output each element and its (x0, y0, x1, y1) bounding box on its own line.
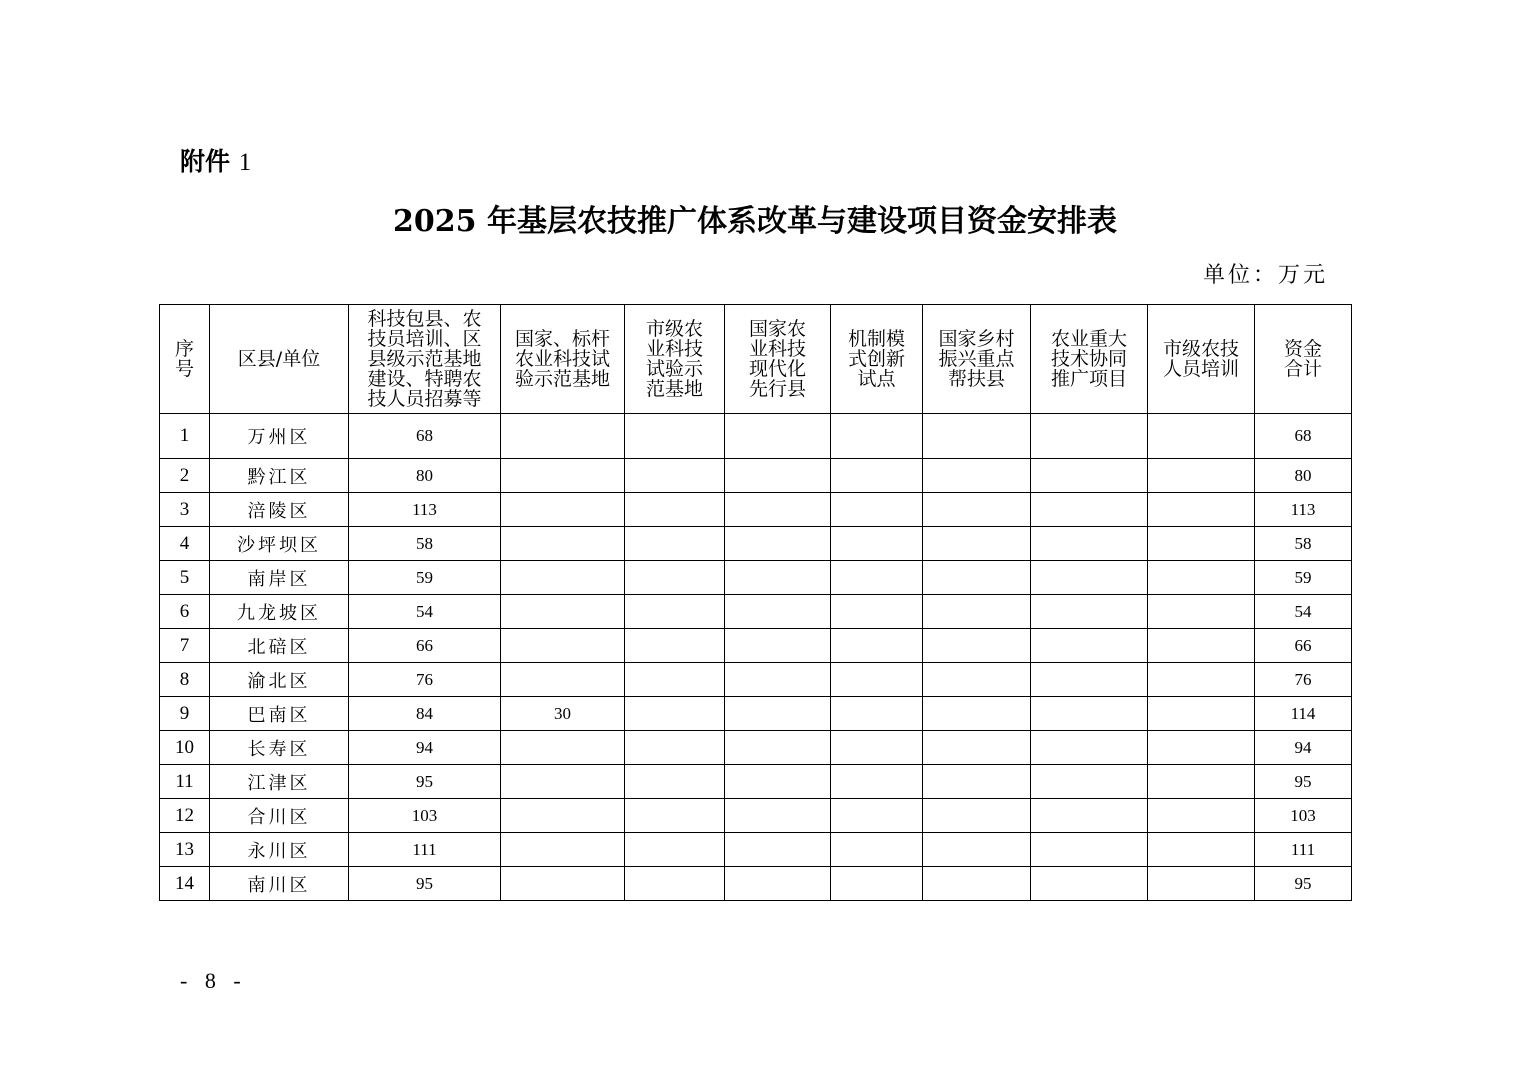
cell-tech-package: 84 (349, 697, 501, 731)
cell-tech-package: 95 (349, 765, 501, 799)
table-row (160, 561, 1352, 595)
table-row (160, 697, 1352, 731)
cell-mechanism-pilot (831, 595, 923, 629)
cell-index: 14 (160, 867, 210, 901)
cell-national-demo-base (501, 414, 625, 459)
cell-total: 95 (1255, 867, 1352, 901)
cell-modernization-county (725, 595, 831, 629)
cell-district: 北碚区 (210, 629, 349, 663)
cell-national-demo-base (501, 731, 625, 765)
cell-index: 5 (160, 561, 210, 595)
table-row (160, 867, 1352, 901)
cell-district: 永川区 (210, 833, 349, 867)
cell-total: 68 (1255, 414, 1352, 459)
cell-modernization-county (725, 493, 831, 527)
cell-mechanism-pilot (831, 527, 923, 561)
cell-district: 沙坪坝区 (210, 527, 349, 561)
cell-tech-package: 58 (349, 527, 501, 561)
table-row (160, 799, 1352, 833)
cell-municipal-demo-base (625, 629, 725, 663)
header-modernization-county: 国家农业科技现代化先行县 (725, 305, 831, 414)
cell-municipal-demo-base (625, 459, 725, 493)
cell-municipal-training (1148, 527, 1255, 561)
cell-total: 94 (1255, 731, 1352, 765)
cell-rural-revitalization-county (923, 799, 1031, 833)
cell-district: 黔江区 (210, 459, 349, 493)
header-district: 区县/单位 (210, 305, 349, 414)
cell-rural-revitalization-county (923, 697, 1031, 731)
cell-major-tech-promotion (1031, 799, 1148, 833)
cell-national-demo-base (501, 629, 625, 663)
cell-district: 涪陵区 (210, 493, 349, 527)
cell-major-tech-promotion (1031, 493, 1148, 527)
cell-mechanism-pilot (831, 765, 923, 799)
cell-tech-package: 94 (349, 731, 501, 765)
cell-index: 12 (160, 799, 210, 833)
table-row (160, 731, 1352, 765)
cell-tech-package: 59 (349, 561, 501, 595)
cell-national-demo-base (501, 527, 625, 561)
header-national-demo-base: 国家、标杆农业科技试验示范基地 (501, 305, 625, 414)
cell-rural-revitalization-county (923, 493, 1031, 527)
header-rural-revitalization-county: 国家乡村振兴重点帮扶县 (923, 305, 1031, 414)
cell-major-tech-promotion (1031, 595, 1148, 629)
cell-national-demo-base (501, 663, 625, 697)
cell-major-tech-promotion (1031, 867, 1148, 901)
page-number: - 8 - (180, 968, 247, 993)
cell-index: 4 (160, 527, 210, 561)
cell-mechanism-pilot (831, 799, 923, 833)
cell-municipal-training (1148, 459, 1255, 493)
cell-municipal-demo-base (625, 799, 725, 833)
cell-national-demo-base (501, 459, 625, 493)
cell-tech-package: 54 (349, 595, 501, 629)
cell-municipal-training (1148, 697, 1255, 731)
cell-rural-revitalization-county (923, 663, 1031, 697)
cell-total: 95 (1255, 765, 1352, 799)
cell-major-tech-promotion (1031, 459, 1148, 493)
cell-tech-package: 103 (349, 799, 501, 833)
cell-municipal-training (1148, 595, 1255, 629)
cell-rural-revitalization-county (923, 629, 1031, 663)
cell-district: 万州区 (210, 414, 349, 459)
table-row (160, 527, 1352, 561)
cell-modernization-county (725, 731, 831, 765)
cell-modernization-county (725, 414, 831, 459)
cell-district: 合川区 (210, 799, 349, 833)
attachment-text: 附件 (180, 147, 231, 176)
cell-national-demo-base (501, 833, 625, 867)
cell-rural-revitalization-county (923, 765, 1031, 799)
header-municipal-demo-base: 市级农业科技试验示范基地 (625, 305, 725, 414)
cell-district: 巴南区 (210, 697, 349, 731)
cell-major-tech-promotion (1031, 833, 1148, 867)
cell-municipal-training (1148, 765, 1255, 799)
cell-index: 8 (160, 663, 210, 697)
attachment-number: 1 (238, 149, 252, 176)
cell-municipal-demo-base (625, 765, 725, 799)
cell-total: 54 (1255, 595, 1352, 629)
cell-mechanism-pilot (831, 663, 923, 697)
cell-total: 76 (1255, 663, 1352, 697)
cell-total: 114 (1255, 697, 1352, 731)
cell-mechanism-pilot (831, 493, 923, 527)
cell-modernization-county (725, 799, 831, 833)
cell-major-tech-promotion (1031, 527, 1148, 561)
cell-district: 南川区 (210, 867, 349, 901)
page-title: 2025 年基层农技推广体系改革与建设项目资金安排表 (393, 204, 1117, 239)
cell-index: 10 (160, 731, 210, 765)
cell-modernization-county (725, 867, 831, 901)
table-row (160, 833, 1352, 867)
attachment-label (180, 142, 251, 178)
cell-district: 九龙坡区 (210, 595, 349, 629)
table-row (160, 765, 1352, 799)
cell-rural-revitalization-county (923, 527, 1031, 561)
cell-municipal-demo-base (625, 561, 725, 595)
cell-district: 长寿区 (210, 731, 349, 765)
cell-rural-revitalization-county (923, 595, 1031, 629)
table-row (160, 663, 1352, 697)
cell-mechanism-pilot (831, 629, 923, 663)
cell-municipal-training (1148, 414, 1255, 459)
table-body (160, 414, 1352, 901)
cell-total: 113 (1255, 493, 1352, 527)
cell-tech-package: 76 (349, 663, 501, 697)
cell-tech-package: 113 (349, 493, 501, 527)
cell-municipal-demo-base (625, 414, 725, 459)
funding-table (159, 304, 1352, 901)
cell-major-tech-promotion (1031, 731, 1148, 765)
cell-municipal-training (1148, 561, 1255, 595)
table-row (160, 595, 1352, 629)
header-tech-package: 科技包县、农技员培训、区县级示范基地建设、特聘农技人员招募等 (349, 305, 501, 414)
cell-municipal-training (1148, 867, 1255, 901)
cell-total: 66 (1255, 629, 1352, 663)
cell-national-demo-base (501, 867, 625, 901)
header-municipal-training: 市级农技人员培训 (1148, 305, 1255, 414)
cell-municipal-training (1148, 629, 1255, 663)
table-row (160, 629, 1352, 663)
cell-modernization-county (725, 629, 831, 663)
cell-index: 1 (160, 414, 210, 459)
table-row (160, 493, 1352, 527)
cell-major-tech-promotion (1031, 697, 1148, 731)
cell-index: 2 (160, 459, 210, 493)
cell-major-tech-promotion (1031, 629, 1148, 663)
cell-tech-package: 66 (349, 629, 501, 663)
cell-mechanism-pilot (831, 561, 923, 595)
cell-tech-package: 80 (349, 459, 501, 493)
cell-mechanism-pilot (831, 414, 923, 459)
cell-municipal-demo-base (625, 697, 725, 731)
header-total: 资金合计 (1255, 305, 1352, 414)
cell-municipal-demo-base (625, 867, 725, 901)
cell-district: 渝北区 (210, 663, 349, 697)
cell-total: 80 (1255, 459, 1352, 493)
cell-modernization-county (725, 561, 831, 595)
header-index: 序号 (160, 305, 210, 414)
cell-index: 9 (160, 697, 210, 731)
cell-tech-package: 111 (349, 833, 501, 867)
cell-index: 6 (160, 595, 210, 629)
cell-rural-revitalization-county (923, 731, 1031, 765)
cell-major-tech-promotion (1031, 663, 1148, 697)
cell-municipal-training (1148, 493, 1255, 527)
cell-tech-package: 95 (349, 867, 501, 901)
cell-mechanism-pilot (831, 833, 923, 867)
cell-national-demo-base (501, 799, 625, 833)
cell-modernization-county (725, 459, 831, 493)
cell-total: 58 (1255, 527, 1352, 561)
cell-total: 111 (1255, 833, 1352, 867)
cell-national-demo-base (501, 493, 625, 527)
cell-municipal-training (1148, 799, 1255, 833)
cell-mechanism-pilot (831, 731, 923, 765)
cell-municipal-demo-base (625, 527, 725, 561)
cell-index: 13 (160, 833, 210, 867)
table-row (160, 459, 1352, 493)
cell-national-demo-base (501, 595, 625, 629)
cell-major-tech-promotion (1031, 561, 1148, 595)
cell-major-tech-promotion (1031, 414, 1148, 459)
cell-modernization-county (725, 765, 831, 799)
cell-index: 11 (160, 765, 210, 799)
cell-major-tech-promotion (1031, 765, 1148, 799)
cell-rural-revitalization-county (923, 459, 1031, 493)
cell-municipal-demo-base (625, 493, 725, 527)
cell-modernization-county (725, 697, 831, 731)
cell-tech-package: 68 (349, 414, 501, 459)
cell-municipal-training (1148, 663, 1255, 697)
unit-label: 单位：万元 (1202, 263, 1328, 288)
cell-rural-revitalization-county (923, 414, 1031, 459)
table-header-row (160, 305, 1352, 414)
cell-rural-revitalization-county (923, 867, 1031, 901)
cell-index: 7 (160, 629, 210, 663)
cell-municipal-training (1148, 833, 1255, 867)
cell-mechanism-pilot (831, 697, 923, 731)
cell-index: 3 (160, 493, 210, 527)
cell-rural-revitalization-county (923, 561, 1031, 595)
cell-national-demo-base: 30 (501, 697, 625, 731)
cell-municipal-demo-base (625, 663, 725, 697)
cell-modernization-county (725, 527, 831, 561)
cell-total: 59 (1255, 561, 1352, 595)
cell-rural-revitalization-county (923, 833, 1031, 867)
cell-district: 江津区 (210, 765, 349, 799)
cell-modernization-county (725, 833, 831, 867)
cell-district: 南岸区 (210, 561, 349, 595)
cell-municipal-training (1148, 731, 1255, 765)
cell-mechanism-pilot (831, 459, 923, 493)
cell-municipal-demo-base (625, 833, 725, 867)
table-row (160, 414, 1352, 459)
header-mechanism-pilot: 机制模式创新试点 (831, 305, 923, 414)
cell-municipal-demo-base (625, 595, 725, 629)
cell-total: 103 (1255, 799, 1352, 833)
cell-municipal-demo-base (625, 731, 725, 765)
header-major-tech-promotion: 农业重大技术协同推广项目 (1031, 305, 1148, 414)
cell-national-demo-base (501, 765, 625, 799)
cell-modernization-county (725, 663, 831, 697)
cell-mechanism-pilot (831, 867, 923, 901)
cell-national-demo-base (501, 561, 625, 595)
